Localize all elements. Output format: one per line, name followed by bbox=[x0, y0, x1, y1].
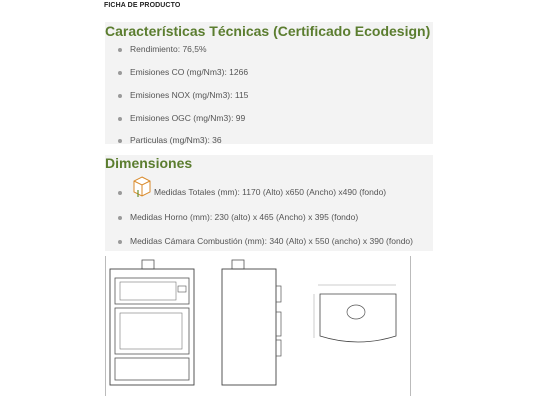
tech-item: Emisiones NOX (mg/Nm3): 115 bbox=[130, 90, 249, 100]
tech-item: Emisiones OGC (mg/Nm3): 99 bbox=[130, 113, 246, 123]
divider-line bbox=[410, 256, 411, 396]
bullet bbox=[118, 240, 122, 244]
dims-item: Medidas Horno (mm): 230 (alto) x 465 (Ancho) x 395 (fondo) bbox=[130, 212, 359, 222]
dims-item: Medidas Cámara Combustión (mm): 340 (Alto) x 550 (ancho) x 390 (fondo) bbox=[130, 236, 413, 246]
dims-item: Medidas Totales (mm): 1170 (Alto) x650 (Ancho) x490 (fondo) bbox=[154, 187, 387, 197]
dims-section-title: Dimensiones bbox=[105, 155, 193, 171]
bullet bbox=[118, 117, 122, 121]
bullet bbox=[118, 48, 122, 52]
divider-line bbox=[105, 256, 106, 396]
bullet bbox=[118, 191, 122, 195]
tech-item: Rendimiento: 76,5% bbox=[130, 44, 207, 54]
bullet bbox=[118, 216, 122, 220]
page-header: FICHA DE PRODUCTO bbox=[104, 2, 181, 9]
bullet bbox=[118, 94, 122, 98]
stove-side-drawing bbox=[218, 256, 298, 386]
tech-item: Particulas (mg/Nm3): 36 bbox=[130, 135, 222, 145]
bullet bbox=[118, 139, 122, 143]
stove-front-drawing bbox=[108, 256, 198, 386]
box-icon bbox=[132, 175, 152, 199]
tech-section-title: Características Técnicas (Certificado Ecodesign) bbox=[105, 23, 431, 39]
stove-top-drawing bbox=[308, 280, 404, 350]
bullet bbox=[118, 71, 122, 75]
tech-item: Emisiones CO (mg/Nm3): 1266 bbox=[130, 67, 249, 77]
